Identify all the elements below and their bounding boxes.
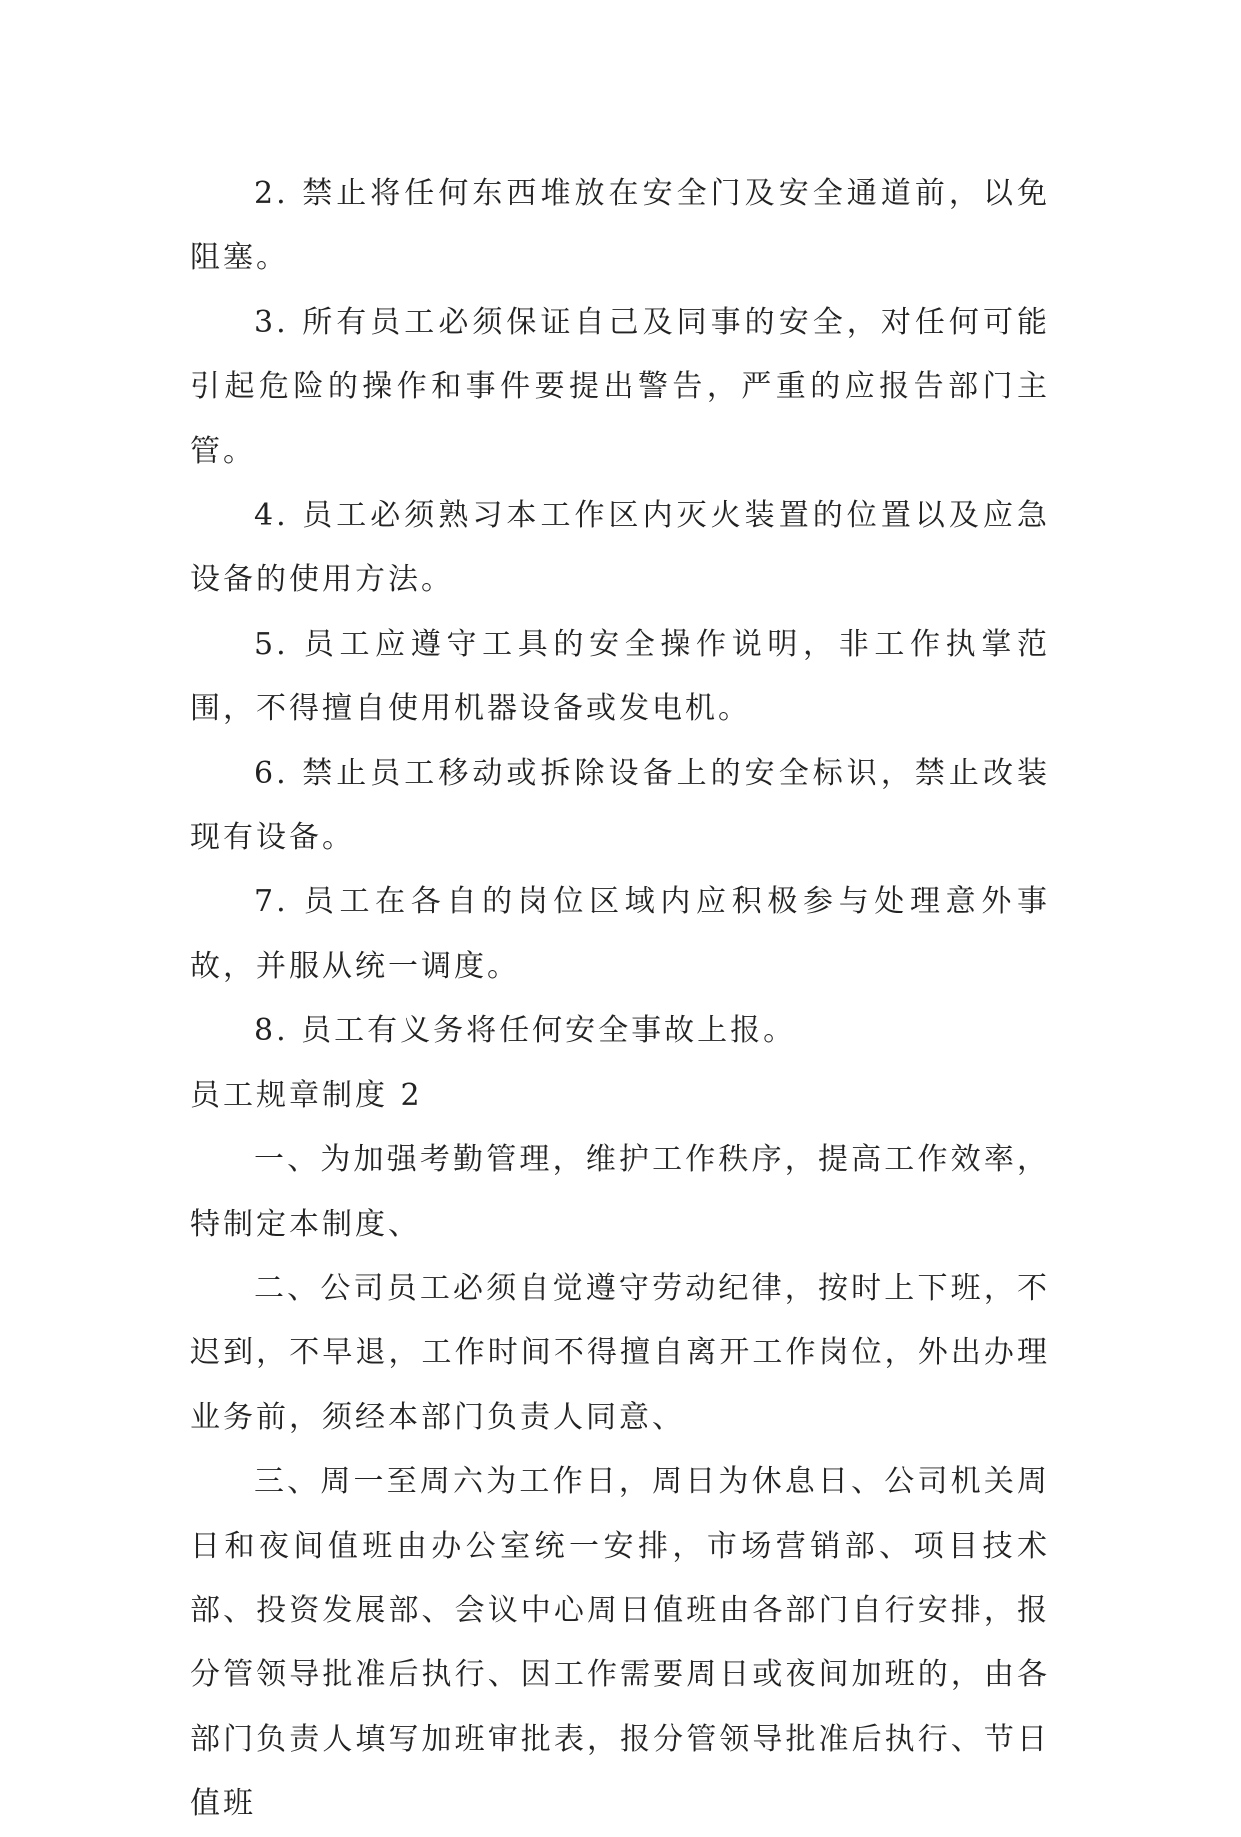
paragraph-clause-1: 一、为加强考勤管理，维护工作秩序，提高工作效率，特制定本制度、 [190,1142,1050,1242]
paragraph-rule-4: 4. 员工必须熟习本工作区内灭火装置的位置以及应急设备的使用方法。 [190,498,1050,598]
paragraph-clause-3: 三、周一至周六为工作日，周日为休息日、公司机关周日和夜间值班由办公室统一安排，市场营销部、项目技术部、投资发展部、会议中心周日值班由各部门自行安排，报分管领导批准后执行、因工作需要周日或夜间加班的，由各部门负责人填写加班审批表，报分管领导批准后执行、节日值班 [190,1464,1050,1822]
paragraph-rule-6: 6. 禁止员工移动或拆除设备上的安全标识，禁止改装现有设备。 [190,755,1050,856]
paragraph-rule-8: 8. 员工有义务将任何安全事故上报。 [254,1013,797,1049]
paragraph-clause-2: 二、公司员工必须自觉遵守劳动纪律，按时上下班，不迟到，不早退，工作时间不得擅自离开工作岗位，外出办理业务前，须经本部门负责人同意、 [190,1270,1050,1435]
section-title: 员工规章制度 2 [190,1077,423,1113]
paragraph-rule-5: 5. 员工应遵守工具的安全操作说明，非工作执掌范围，不得擅自使用机器设备或发电机。 [190,626,1050,727]
paragraph-rule-7: 7. 员工在各自的岗位区域内应积极参与处理意外事故，并服从统一调度。 [190,884,1050,984]
paragraph-rule-3: 3. 所有员工必须保证自己及同事的安全，对任何可能引起危险的操作和事件要提出警告，严重的应报告部门主管。 [190,304,1050,469]
paragraph-rule-2: 2. 禁止将任何东西堆放在安全门及安全通道前，以免阻塞。 [190,176,1050,276]
document-body [190,162,1050,1837]
